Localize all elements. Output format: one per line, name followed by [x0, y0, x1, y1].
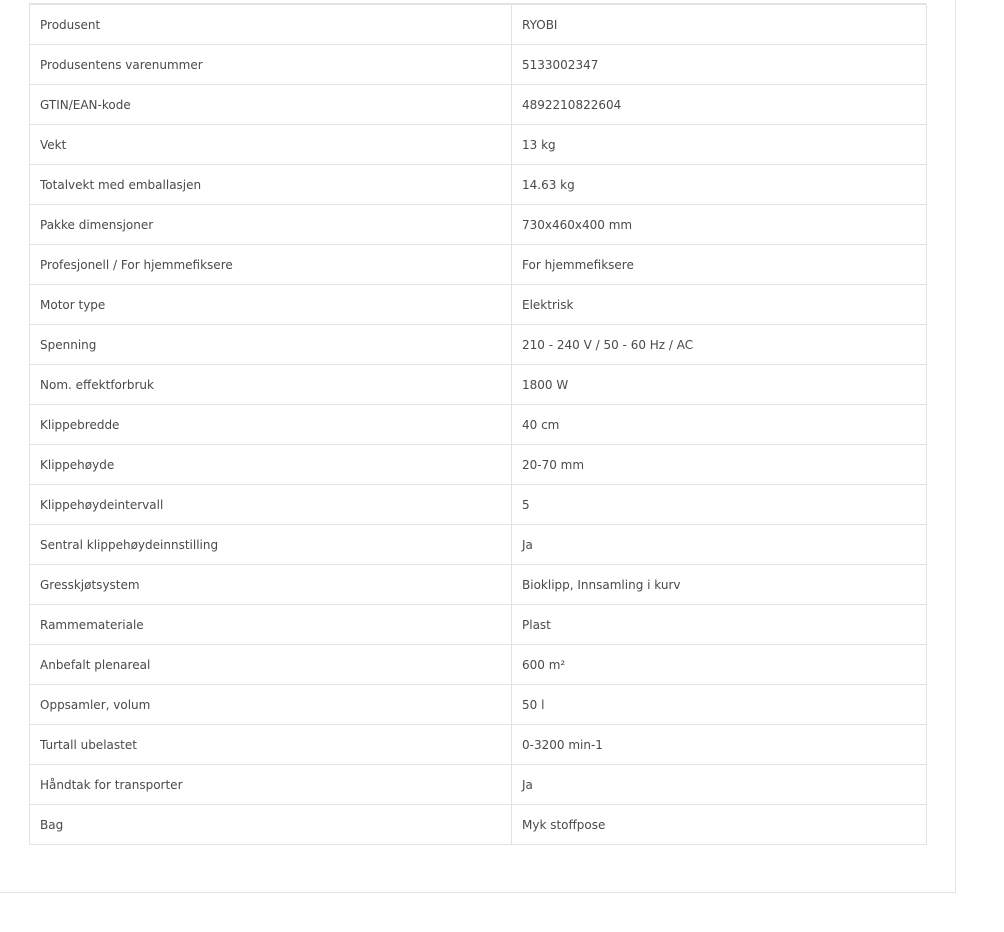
table-row — [30, 85, 927, 125]
table-row — [30, 5, 927, 45]
spec-value: Myk stoffpose — [512, 805, 927, 845]
table-row — [30, 45, 927, 85]
spec-value: 4892210822604 — [512, 85, 927, 125]
spec-value: For hjemmefiksere — [512, 245, 927, 285]
table-row — [30, 685, 927, 725]
spec-value: 1800 W — [512, 365, 927, 405]
spec-value: 20-70 mm — [512, 445, 927, 485]
spec-value: Plast — [512, 605, 927, 645]
spec-label: Nom. effektforbruk — [30, 365, 512, 405]
spec-value: Bioklipp, Innsamling i kurv — [512, 565, 927, 605]
spec-label: Rammemateriale — [30, 605, 512, 645]
spec-label: Produsent — [30, 5, 512, 45]
spec-value: 600 m² — [512, 645, 927, 685]
table-row — [30, 605, 927, 645]
table-row — [30, 485, 927, 525]
spec-label: Håndtak for transporter — [30, 765, 512, 805]
table-row — [30, 205, 927, 245]
spec-label: Produsentens varenummer — [30, 45, 512, 85]
spec-value: 730x460x400 mm — [512, 205, 927, 245]
spec-value: 14.63 kg — [512, 165, 927, 205]
spec-value: Ja — [512, 765, 927, 805]
table-row — [30, 325, 927, 365]
spec-label: Klippehøydeintervall — [30, 485, 512, 525]
spec-value: 50 l — [512, 685, 927, 725]
table-row — [30, 765, 927, 805]
table-row — [30, 645, 927, 685]
spec-label: Turtall ubelastet — [30, 725, 512, 765]
spec-value: 0-3200 min-1 — [512, 725, 927, 765]
spec-label: Vekt — [30, 125, 512, 165]
spec-value: 40 cm — [512, 405, 927, 445]
specifications-table-body — [30, 5, 927, 845]
table-row — [30, 365, 927, 405]
spec-label: Totalvekt med emballasjen — [30, 165, 512, 205]
table-row — [30, 725, 927, 765]
spec-label: Profesjonell / For hjemmefiksere — [30, 245, 512, 285]
spec-value: 13 kg — [512, 125, 927, 165]
spec-value: 5 — [512, 485, 927, 525]
table-row — [30, 525, 927, 565]
spec-value: Ja — [512, 525, 927, 565]
table-row — [30, 285, 927, 325]
spec-label: GTIN/EAN-kode — [30, 85, 512, 125]
spec-value: RYOBI — [512, 5, 927, 45]
spec-label: Klippebredde — [30, 405, 512, 445]
spec-label: Motor type — [30, 285, 512, 325]
spec-label: Sentral klippehøydeinnstilling — [30, 525, 512, 565]
spec-value: Elektrisk — [512, 285, 927, 325]
table-row — [30, 405, 927, 445]
table-row — [30, 245, 927, 285]
spec-label: Spenning — [30, 325, 512, 365]
table-row — [30, 125, 927, 165]
specifications-table — [29, 4, 927, 845]
spec-label: Anbefalt plenareal — [30, 645, 512, 685]
table-row — [30, 165, 927, 205]
spec-value: 210 - 240 V / 50 - 60 Hz / AC — [512, 325, 927, 365]
spec-label: Gresskjøtsystem — [30, 565, 512, 605]
spec-label: Bag — [30, 805, 512, 845]
table-row — [30, 805, 927, 845]
table-row — [30, 565, 927, 605]
spec-label: Pakke dimensjoner — [30, 205, 512, 245]
table-row — [30, 445, 927, 485]
spec-label: Oppsamler, volum — [30, 685, 512, 725]
spec-label: Klippehøyde — [30, 445, 512, 485]
spec-value: 5133002347 — [512, 45, 927, 85]
